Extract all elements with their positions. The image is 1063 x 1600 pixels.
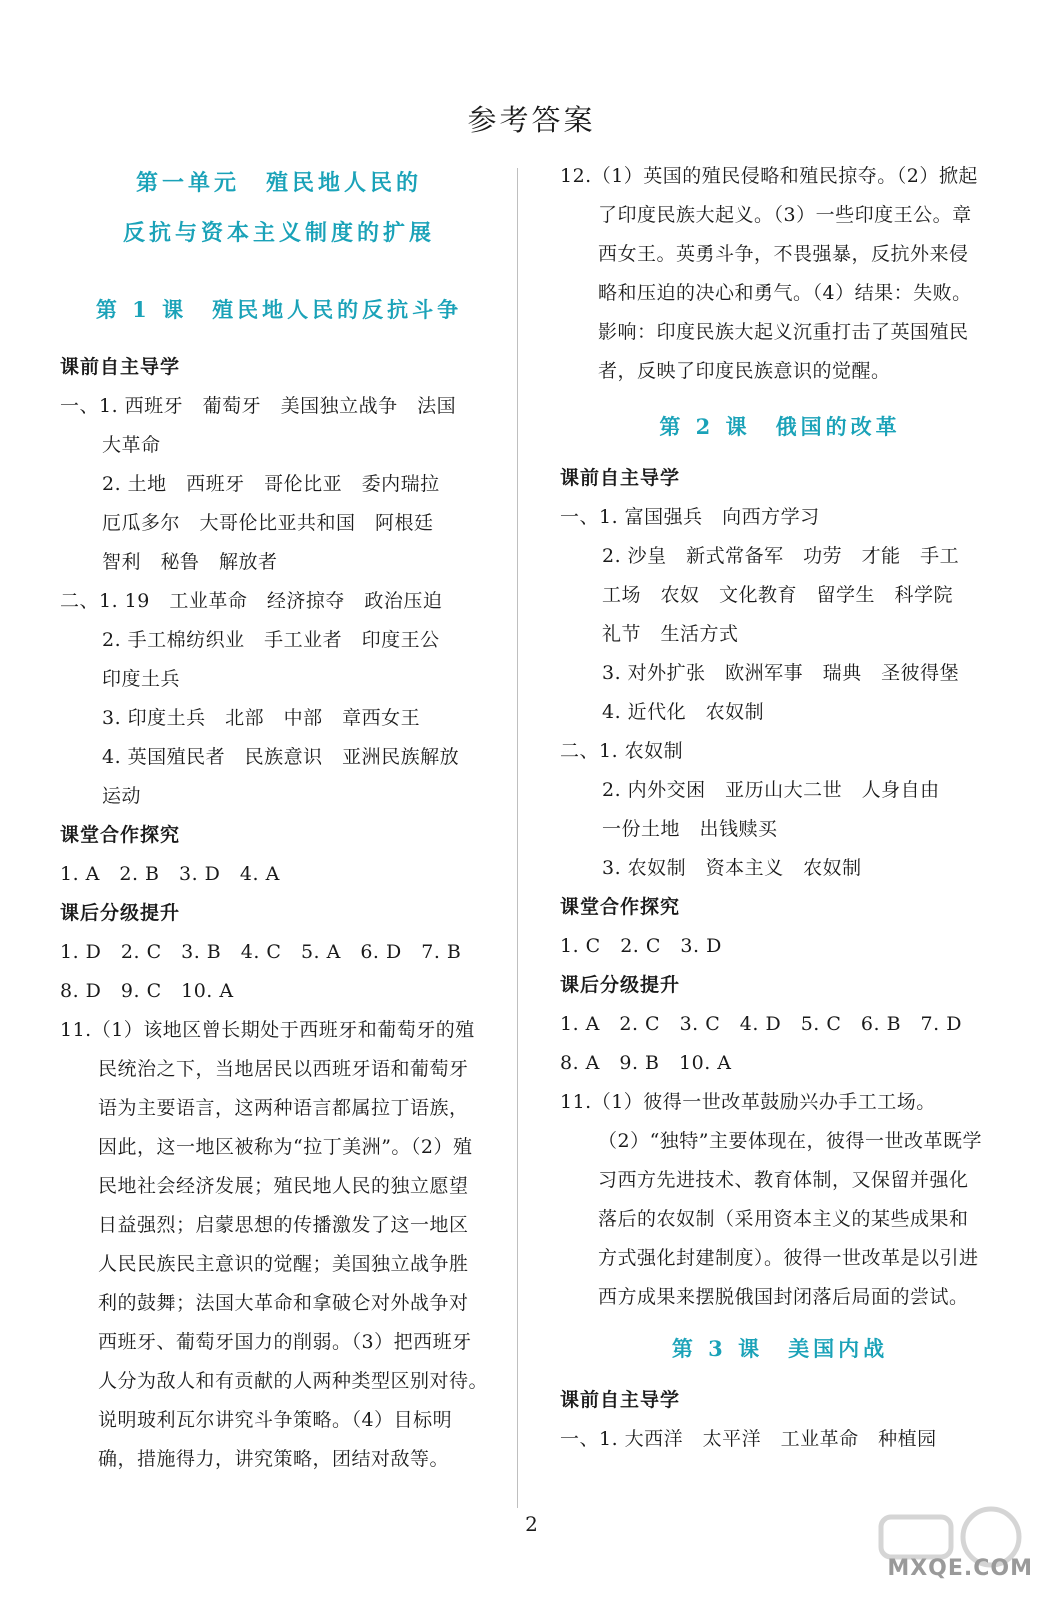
section-heading: 课后分级提升 (560, 974, 681, 996)
page-title: 参考答案 (467, 103, 596, 137)
answer-line: 大革命 (102, 434, 161, 456)
answer-line: 智利 秘鲁 解放者 (102, 551, 278, 573)
lesson3-title: 第 3 课 美国内战 (671, 1336, 889, 1361)
answer-line: 4. 近代化 农奴制 (602, 701, 765, 723)
lesson2-title: 第 2 课 俄国的改革 (659, 414, 901, 439)
answer-line: 民地社会经济发展；殖民地人民的独立愿望 (98, 1175, 469, 1197)
answer-line: 人民民族民主意识的觉醒；美国独立战争胜 (98, 1253, 469, 1275)
answer-line: 一、1. 大西洋 太平洋 工业革命 种植园 (560, 1428, 937, 1450)
section-heading: 课前自主导学 (560, 467, 681, 489)
answer-line: 人分为敌人和有贡献的人两种类型区别对待。 (98, 1370, 489, 1392)
answer-line: 一份土地 出钱赎买 (602, 818, 778, 840)
section-heading: 课堂合作探究 (560, 896, 681, 918)
answer-line: 日益强烈；启蒙思想的传播激发了这一地区 (98, 1214, 469, 1236)
answer-line: 说明玻利瓦尔讲究斗争策略。（4）目标明 (98, 1409, 453, 1431)
answer-line: 一、1. 富国强兵 向西方学习 (560, 506, 820, 528)
watermark-text: MXQE.COM (887, 1556, 1033, 1581)
answer-line: 1. C 2. C 3. D (560, 935, 722, 957)
answer-line: 利的鼓舞；法国大革命和拿破仑对外战争对 (98, 1292, 469, 1314)
answer-line: 影响：印度民族大起义沉重打击了英国殖民 (598, 321, 969, 343)
answer-line: 民统治之下，当地居民以西班牙语和葡萄牙 (98, 1058, 469, 1080)
answer-line: 语为主要语言，这两种语言都属拉丁语族， (98, 1097, 469, 1119)
answer-line: 西方成果来摆脱俄国封闭落后局面的尝试。 (598, 1286, 969, 1308)
answer-line: 8. A 9. B 10. A (560, 1052, 732, 1074)
answer-line: 3. 对外扩张 欧洲军事 瑞典 圣彼得堡 (602, 662, 960, 684)
answer-line: 了印度民族大起义。（3）一些印度王公。章 (598, 204, 972, 226)
answer-line: 落后的农奴制（采用资本主义的某些成果和 (598, 1208, 969, 1230)
answer-line: 西班牙、葡萄牙国力的削弱。（3）把西班牙 (98, 1331, 472, 1353)
answer-line: 3. 农奴制 资本主义 农奴制 (602, 857, 862, 879)
answer-line: 12.（1）英国的殖民侵略和殖民掠夺。（2）掀起 (560, 165, 978, 187)
unit-heading-line2: 反抗与资本主义制度的扩展 (122, 220, 435, 246)
answer-line: 1. A 2. C 3. C 4. D 5. C 6. B 7. D (560, 1013, 962, 1035)
answer-line: 者，反映了印度民族意识的觉醒。 (598, 360, 891, 382)
lesson1-title: 第 1 课 殖民地人民的反抗斗争 (95, 297, 463, 322)
answer-line: 11.（1）彼得一世改革鼓励兴办手工工场。 (560, 1091, 936, 1113)
answer-line: （2）“独特”主要体现在，彼得一世改革既学 (598, 1130, 983, 1152)
answer-line: 2. 手工棉纺织业 手工业者 印度王公 (102, 629, 440, 651)
left-column (60, 158, 498, 1479)
answer-line: 一、1. 西班牙 葡萄牙 美国独立战争 法国 (60, 395, 457, 417)
answer-line: 因此，这一地区被称为“拉丁美洲”。（2）殖 (98, 1136, 473, 1158)
answer-line: 2. 沙皇 新式常备军 功劳 才能 手工 (602, 545, 960, 567)
answer-line: 确，措施得力，讲究策略，团结对敌等。 (98, 1448, 450, 1470)
answer-line: 方式强化封建制度）。彼得一世改革是以引进 (598, 1247, 979, 1269)
answer-line: 11.（1）该地区曾长期处于西班牙和葡萄牙的殖 (60, 1019, 475, 1041)
answer-line: 4. 英国殖民者 民族意识 亚洲民族解放 (102, 746, 460, 768)
answer-line: 二、1. 农奴制 (560, 740, 684, 762)
answer-line: 2. 土地 西班牙 哥伦比亚 委内瑞拉 (102, 473, 440, 495)
answer-line: 1. A 2. B 3. D 4. A (60, 863, 280, 885)
answer-line: 2. 内外交困 亚历山大二世 人身自由 (602, 779, 940, 801)
unit-heading-line1: 第一单元 殖民地人民的 (135, 170, 422, 196)
answer-line: 西女王。英勇斗争，不畏强暴，反抗外来侵 (598, 243, 969, 265)
answer-line: 1. D 2. C 3. B 4. C 5. A 6. D 7. B (60, 941, 462, 963)
section-heading: 课堂合作探究 (60, 824, 181, 846)
answer-line: 厄瓜多尔 大哥伦比亚共和国 阿根廷 (102, 512, 434, 534)
section-heading: 课前自主导学 (560, 1389, 681, 1411)
column-divider (517, 168, 518, 1508)
answer-line: 二、1. 19 工业革命 经济掠夺 政治压迫 (60, 590, 443, 612)
answer-line: 略和压迫的决心和勇气。（4）结果：失败。 (598, 282, 972, 304)
answer-line: 工场 农奴 文化教育 留学生 科学院 (602, 584, 954, 606)
right-column (560, 157, 1000, 1459)
answer-line: 3. 印度土兵 北部 中部 章西女王 (102, 707, 421, 729)
answer-line: 8. D 9. C 10. A (60, 980, 234, 1002)
section-heading: 课前自主导学 (60, 356, 181, 378)
answer-line: 习西方先进技术、教育体制，又保留并强化 (598, 1169, 969, 1191)
answer-line: 运动 (102, 785, 142, 807)
answer-line: 印度土兵 (102, 668, 181, 690)
page-number: 2 (525, 1512, 538, 1536)
section-heading: 课后分级提升 (60, 902, 181, 924)
answer-line: 礼节 生活方式 (602, 623, 739, 645)
